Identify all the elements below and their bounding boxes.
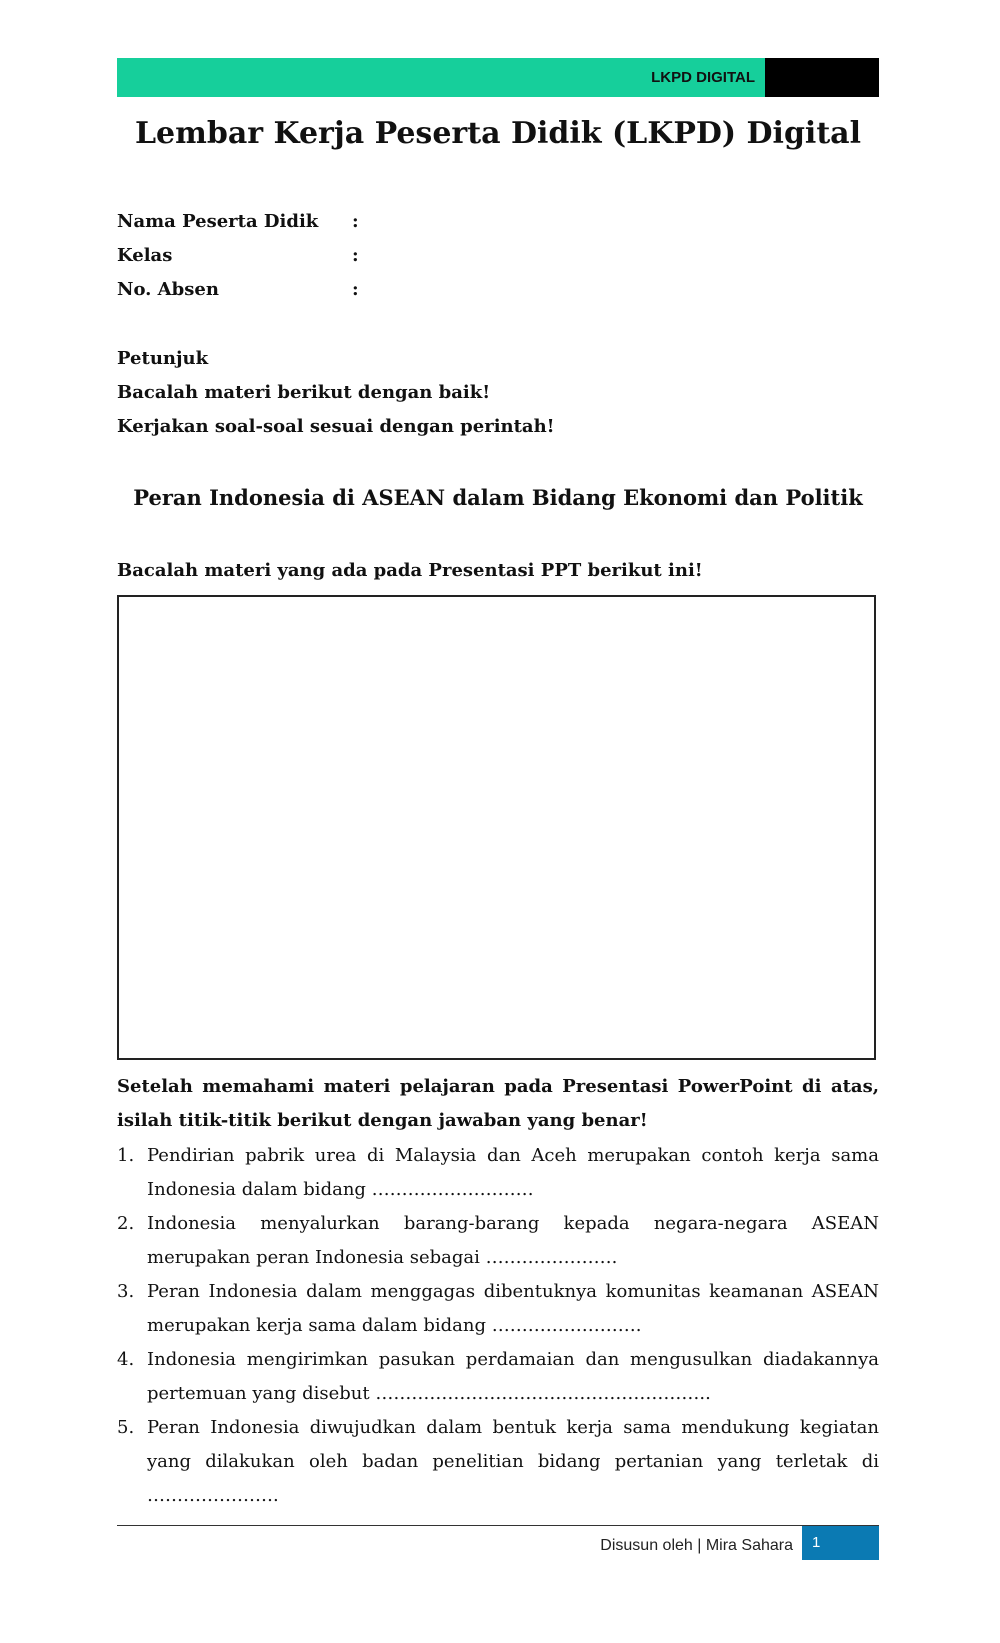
question-number: 2. [117, 1213, 135, 1234]
header-label: LKPD DIGITAL [651, 69, 755, 86]
instruction-line: Bacalah materi berikut dengan baik! [117, 382, 491, 403]
question-text: Indonesia menyalurkan barang-barang kepada negara-negara ASEAN merupakan peran Indonesia sebagai …………………. [147, 1213, 879, 1268]
field-label-absen: No. Absen [117, 279, 219, 300]
header-dark-block [765, 58, 879, 97]
footer-credit: Disusun oleh | Mira Sahara [600, 1537, 793, 1554]
question-number: 3. [117, 1281, 135, 1302]
question-text: Peran Indonesia dalam menggagas dibentuknya komunitas keamanan ASEAN merupakan kerja sama dalam bidang ……………………. [147, 1281, 879, 1336]
header-accent-band [117, 58, 765, 97]
section-title: Peran Indonesia di ASEAN dalam Bidang Ekonomi dan Politik [133, 485, 863, 510]
instructions-heading: Petunjuk [117, 348, 209, 369]
question-number: 4. [117, 1349, 135, 1370]
read-prompt: Bacalah materi yang ada pada Presentasi PPT berikut ini! [117, 560, 703, 581]
field-colon-nama: : [352, 211, 359, 232]
question-list [117, 1139, 879, 1513]
question-item [117, 1139, 879, 1207]
task-intro: Setelah memahami materi pelajaran pada Presentasi PowerPoint di atas, isilah titik-titik berikut dengan jawaban yang benar! [117, 1076, 879, 1131]
header-bar [117, 58, 879, 97]
field-label-kelas: Kelas [117, 245, 173, 266]
question-text: Pendirian pabrik urea di Malaysia dan Aceh merupakan contoh kerja sama Indonesia dalam bidang ……………………… [147, 1145, 879, 1200]
field-colon-absen: : [352, 279, 359, 300]
document-title: Lembar Kerja Peserta Didik (LKPD) Digital [134, 116, 862, 151]
question-item [117, 1343, 879, 1411]
question-item [117, 1207, 879, 1275]
field-colon-kelas: : [352, 245, 359, 266]
field-label-nama: Nama Peserta Didik [117, 211, 319, 232]
question-item [117, 1275, 879, 1343]
page-number: 1 [812, 1534, 821, 1551]
question-number: 5. [117, 1417, 135, 1438]
presentation-embed-frame[interactable] [117, 595, 876, 1060]
footer-divider [117, 1525, 879, 1526]
question-number: 1. [117, 1145, 135, 1166]
instruction-line: Kerjakan soal-soal sesuai dengan perintah! [117, 416, 555, 437]
page-number-badge [802, 1526, 879, 1560]
question-text: Peran Indonesia diwujudkan dalam bentuk kerja sama mendukung kegiatan yang dilakukan oleh badan penelitian bidang pertanian yang terletak di …………………. [147, 1417, 879, 1506]
question-item [117, 1411, 879, 1513]
question-text: Indonesia mengirimkan pasukan perdamaian dan mengusulkan diadakannya pertemuan yang disebut ……………………………………………….. [147, 1349, 879, 1404]
